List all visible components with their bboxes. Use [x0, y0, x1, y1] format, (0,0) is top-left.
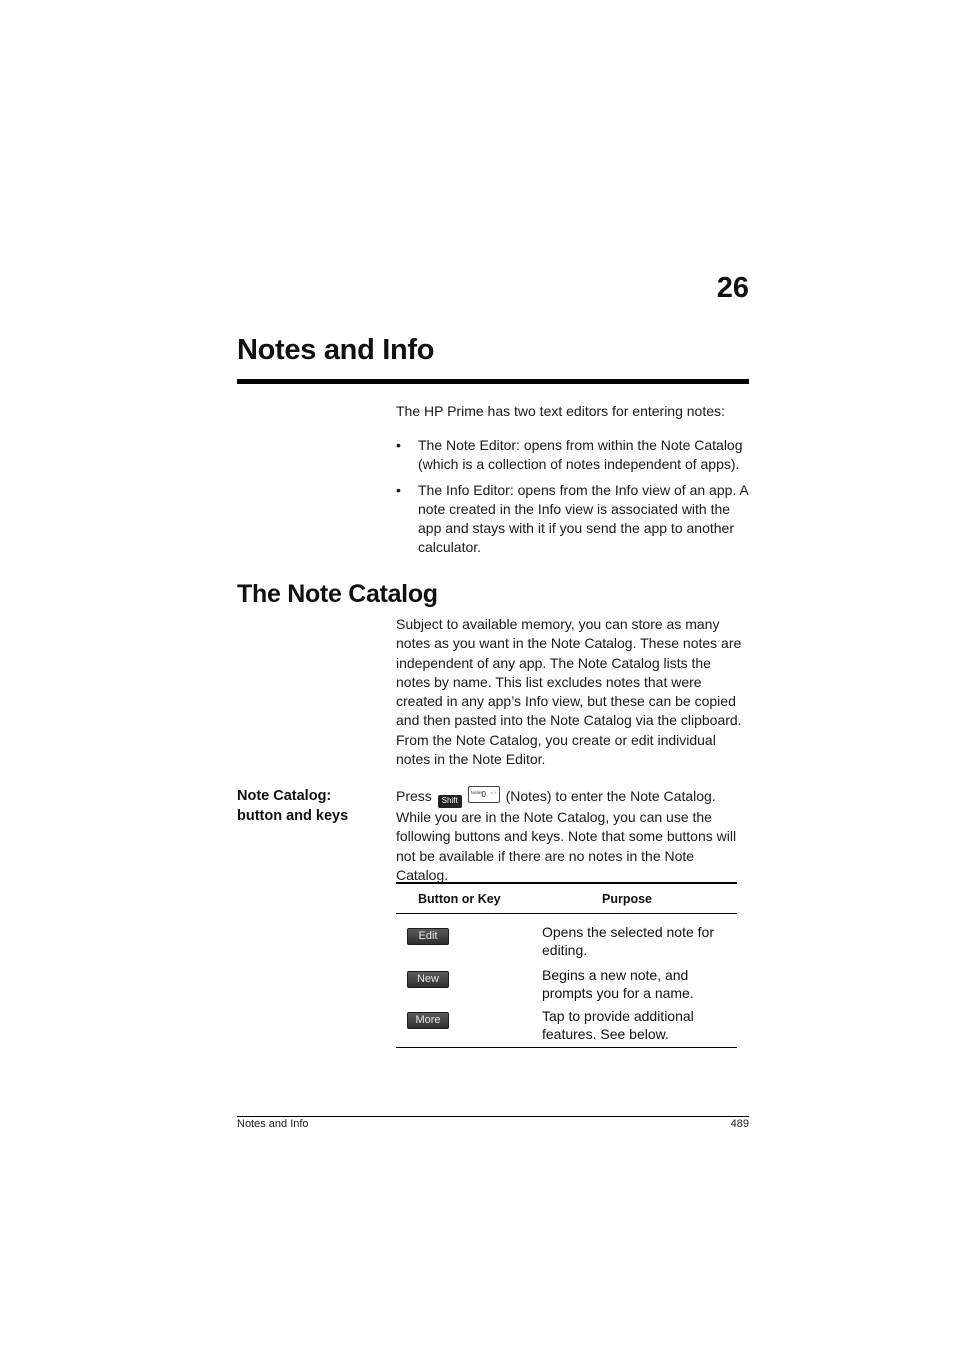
table-cell-button [396, 966, 542, 1002]
intro-bullet-list [396, 436, 748, 564]
table-row [396, 1007, 737, 1043]
press-word: Press [396, 788, 432, 804]
table-cell-button [396, 1007, 542, 1043]
bullet-dot: • [396, 437, 401, 453]
bullet-item [396, 481, 748, 558]
title-rule [237, 379, 749, 384]
header-purpose: Purpose [602, 891, 653, 906]
subsection-heading-line: button and keys [237, 808, 349, 824]
footer-rule [237, 1116, 749, 1117]
key-notes-label: Notes [470, 789, 483, 795]
key-zero-label: 0 [481, 790, 486, 799]
page-number: 489 [730, 1118, 749, 1130]
table-cell-purpose: Begins a new note, and prompts you for a name. [542, 967, 694, 1001]
bullet-item [396, 436, 748, 475]
new-button[interactable]: New [407, 971, 449, 988]
bullet-text: The Info Editor: opens from the Info view of an app. A note created in the Info view is associated with the app and stays with it if you send the app to another calculator. [418, 481, 748, 556]
bullet-text: The Note Editor: opens from within the Note Catalog (which is a collection of notes independent of apps). [418, 437, 743, 473]
table-cell-button [396, 923, 542, 959]
table-row [396, 923, 737, 959]
intro-paragraph: The HP Prime has two text editors for entering notes: [396, 403, 725, 419]
chapter-title: Notes and Info [237, 334, 435, 366]
subsection-heading [237, 786, 387, 826]
section-title: The Note Catalog [237, 580, 438, 608]
press-paragraph [396, 786, 748, 885]
note-catalog-paragraph: Subject to available memory, you can store as many notes as you want in the Note Catalog. These notes are independent of any app. The Note Catalog lists the notes by name. This list excludes notes that were created in any app’s Info view, but these can be copied and then pasted into the Note Catalog via the clipboard. From the Note Catalog, you create or edit individual notes in the Note Editor. [396, 616, 742, 768]
table-cell-purpose: Tap to provide additional features. See below. [542, 1008, 694, 1042]
footer-chapter-title: Notes and Info [237, 1118, 309, 1130]
table-header [396, 884, 737, 914]
table-row [396, 966, 737, 1002]
key-alt-label: = ÷ [490, 789, 497, 795]
edit-button[interactable]: Edit [407, 928, 449, 945]
shift-key-icon: Shift [438, 795, 462, 808]
chapter-number: 26 [716, 272, 749, 304]
press-rest-text: (Notes) to enter the Note Catalog. While you are in the Note Catalog, you can use the following buttons and keys. Note that some buttons will not be available if there are no notes in the Note Catalog. [396, 788, 737, 883]
header-button-or-key: Button or Key [418, 891, 501, 906]
table-cell-purpose: Opens the selected note for editing. [542, 924, 714, 958]
bullet-dot: • [396, 481, 401, 498]
button-key-table [396, 882, 737, 1048]
notes-key-icon [468, 786, 500, 803]
subsection-heading-line: Note Catalog: [237, 788, 332, 804]
more-button[interactable]: More [407, 1012, 449, 1029]
